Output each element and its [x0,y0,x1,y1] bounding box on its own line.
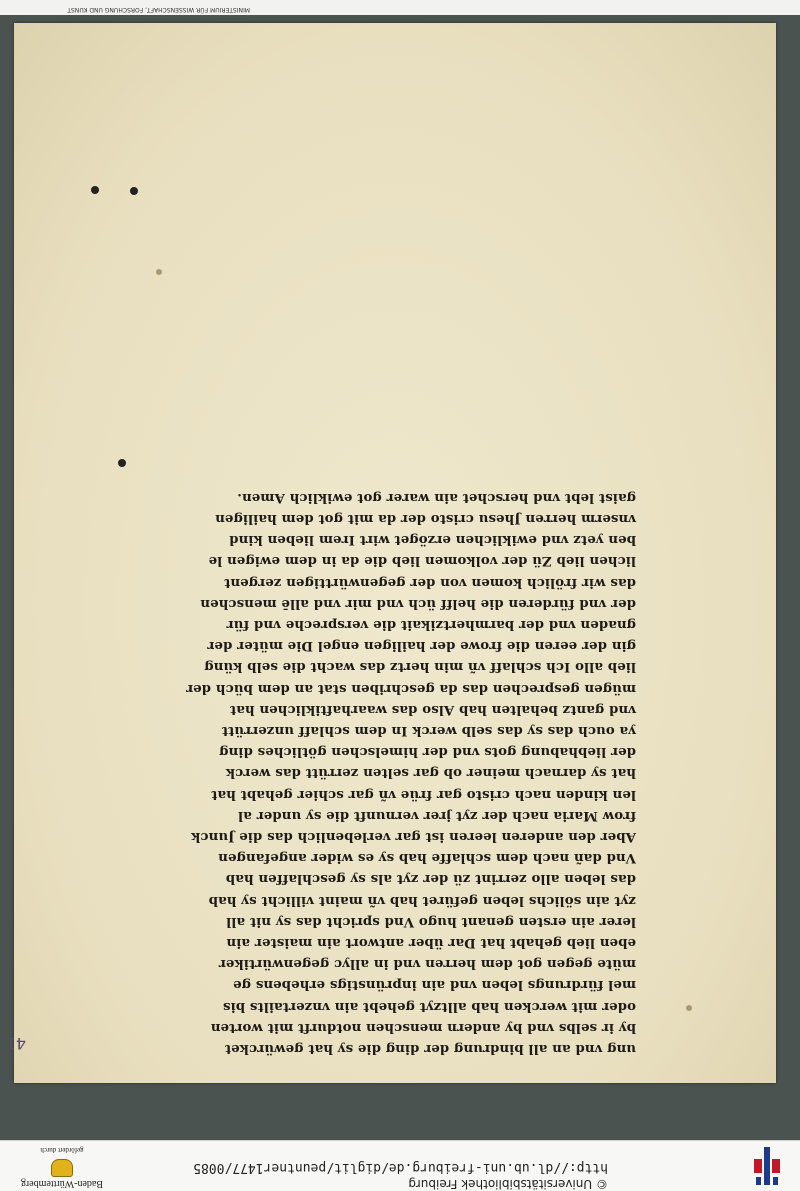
text-line: vnd gantz behalten hab Also das waarhaftiklichen hat [229,701,636,717]
text-line: eben lieb gehabt hat Dar über antwort ain maister ain [226,934,636,950]
text-line: ung vnd an all bindrung der ding die sy hat gewürcket [224,1041,636,1056]
viewer-header [0,1140,800,1191]
text-line: by ir selbs vnd by andern menschen notdurft mit worten [210,1019,636,1035]
text-line: der liebhabung gots vnd der himelschen götliches ding [219,744,636,760]
text-line: len kinden nach cristo gar früe vñ gar schier gehabt hat [211,786,636,802]
text-line: lerer ain ersten genant hugo Vnd spricht das sy nit all [226,913,636,929]
text-line: gaist lebt vnd herschet ain warer got ewiklich Amen. [237,489,636,505]
text-line: gin der eeren die frowe der hailigen engel Die müter der [207,638,636,654]
funder-state-label: Baden-Württemberg [21,1178,104,1189]
text-block [166,487,636,1059]
funder-note: gefördert durch [40,1146,84,1154]
page-number-mark: 41 [5,1034,26,1053]
text-line: zyt ain sölichs leben gefüret hab vñ maint villicht sy hab [208,892,636,908]
worm-hole [130,187,138,195]
text-line: das wir frölich komen von der gegenwürttigen zergent [224,574,636,590]
text-line: frow Maria nach der zyt jrer vernunft die sy under al [238,807,636,823]
text-line: hat sy darnach meiner ob gar selten zerrütt das werck [225,765,636,781]
university-logo-icon[interactable] [752,1145,782,1187]
ministry-label: MINISTERIUM FÜR WISSENSCHAFT, FORSCHUNG UND KUNST [67,6,250,13]
paper-stain [156,269,162,275]
text-line: vnserm herren Jhesu cristo der da mit got dem hailigen [215,510,636,526]
text-line: ya ouch das sy das selb werck In dem schlaff unzerrütt [221,722,636,738]
state-crest-icon [51,1159,73,1177]
text-line: lichen lieb Zü der volkomen lieb die da in dem ewigen le [208,553,636,569]
manuscript-page [5,23,776,1083]
worm-hole [118,459,126,467]
text-line: ben yetz vnd ewiklichen erzöget wirt Irem lieben kind [229,532,636,548]
viewer-footer [0,0,800,15]
text-line: lieb allo Ich schlaff vñ min hertz das wacht die selb küng [204,659,636,675]
text-line: das leben allo zerrint zü der zyt als sy geschlaffen hab [225,871,636,887]
text-line: mügen gesprechen das da geschriben stat an dem büch der [185,680,636,696]
text-line: oder mit wercken hab alltzyt gehebt ain vnzertailts bis [222,998,636,1014]
permalink-url[interactable]: http://dl.ub.uni-freiburg.de/diglit/peuntner1477/0085 [193,1160,608,1175]
text-line: Vnd dañ nach dem schlaffe hab sy es wider angefangen [218,850,636,866]
text-line: Aber den anderen leeren ist gar verlebenlich das die Junck [191,828,636,844]
text-line: müte gegen got dem herren vnd in allyc gegenwürtiker [218,956,636,972]
funder-badge[interactable] [6,1143,118,1189]
copyright-notice: © Universitätsbibliothek Freiburg [408,1177,608,1191]
text-line: gnaden vnd der barmhertzikait die verspreche vnd für [226,616,636,632]
text-line: der vnd fürderen die helff üch vnd mir vnd allē menschen [200,595,636,611]
paper-stain [686,1005,692,1011]
worm-hole [91,186,99,194]
text-line: mel fürdrungs leben vnd ain inprünstigs erhebens ge [233,977,636,993]
